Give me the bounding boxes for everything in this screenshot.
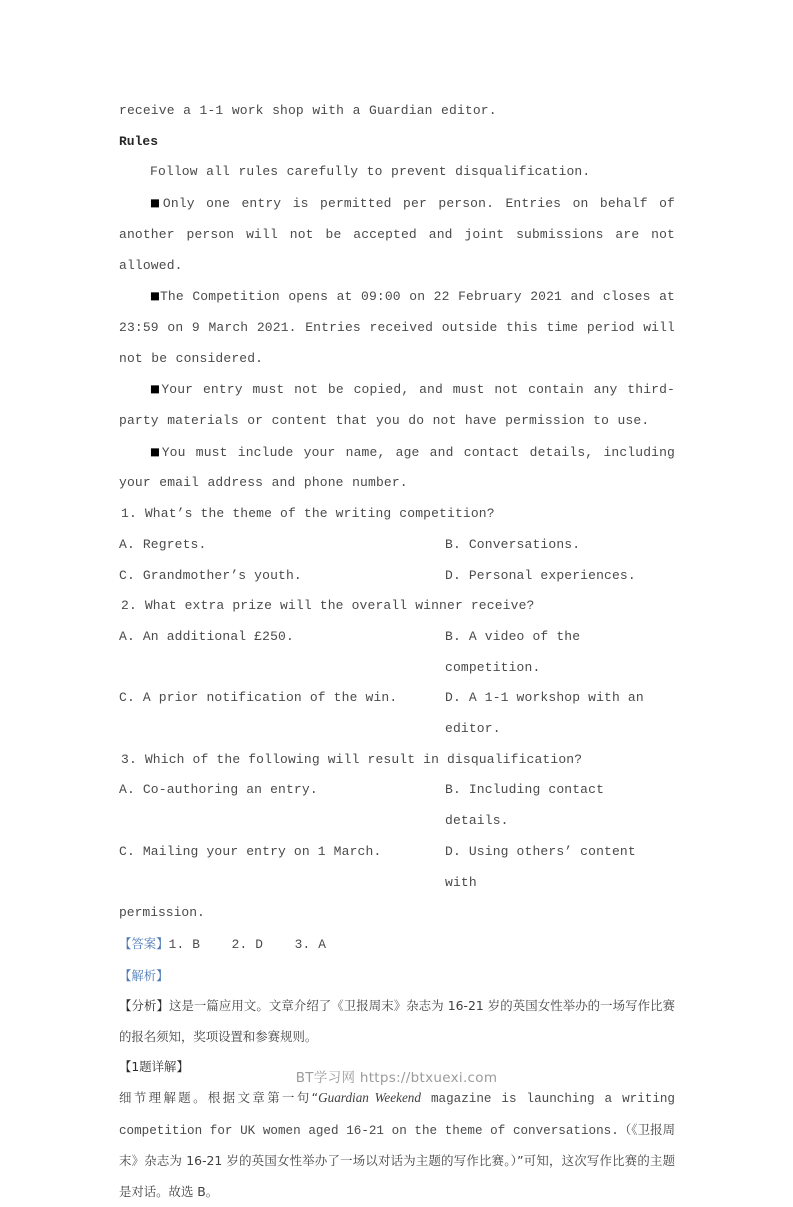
detail-lead-text: 细节理解题。根据文章第一句“ — [119, 1089, 319, 1105]
fenxi-tag: 【分析】 — [119, 998, 169, 1014]
fenxi-text: 这是一篇应用文。文章介绍了《卫报周末》杂志为 16-21 岁的英国女性举办的一场写作比赛的报名须知，奖项设置和参赛规则。 — [119, 998, 675, 1044]
rule-item — [119, 374, 675, 436]
option-choice[interactable]: D. Using others’ content with — [445, 843, 636, 890]
option-choice[interactable]: A. An additional £250. — [119, 628, 294, 644]
option-choice[interactable]: C. A prior notification of the win. — [119, 690, 398, 706]
option-choice[interactable]: D. A 1-1 workshop with an editor. — [445, 690, 644, 737]
option-choice[interactable]: A. Co-authoring an entry. — [119, 782, 318, 798]
answer-values: 1. B 2. D 3. A — [168, 936, 327, 952]
analysis-tag: 【解析】 — [119, 967, 169, 983]
rule-item-text: You must include your name, age and contact details, including your email address and phone number. — [119, 444, 684, 491]
question-stem: 2. What extra prize will the overall winner receive? — [121, 598, 535, 614]
answer-tag: 【答案】 — [119, 935, 169, 951]
detail-italic-title: Guardian Weekend — [318, 1089, 421, 1105]
rule-item-text: The Competition opens at 09:00 on 22 February 2021 and closes at 23:59 on 9 March 2021. Entries received outside this time period will not be considered. — [119, 289, 684, 366]
rule-item-text: Your entry must not be copied, and must not contain any third-party materials or content that you do not have permission to use. — [119, 382, 676, 429]
option-choice[interactable]: B. Conversations. — [445, 536, 581, 552]
option-choice[interactable]: D. Personal experiences. — [445, 567, 636, 583]
detail-chinese-gloss: （《卫报周末》杂志为 16-21 岁的英国女性举办了一场以对话为主题的写作比赛。）” — [119, 1121, 675, 1169]
rule-item — [119, 281, 684, 374]
footer-watermark: BT学习网 https://btxuexi.com — [295, 1070, 498, 1086]
intro-continuation-line: receive a 1-1 work shop with a Guardian editor. — [119, 103, 497, 118]
square-bullet-icon: ■ — [150, 197, 163, 210]
option-choice[interactable]: C. Mailing your entry on 1 March. — [119, 843, 382, 859]
option-choice[interactable]: C. Grandmother’s youth. — [119, 567, 302, 583]
option-row — [119, 622, 675, 683]
fenxi-paragraph — [119, 991, 675, 1052]
detail-chinese-tail: 可知，这次写作比赛的主题是对话。故选 B。 — [119, 1153, 675, 1199]
option-row — [119, 683, 675, 744]
document-body — [119, 96, 684, 1207]
rule-item — [119, 437, 684, 499]
detail-tag: 【1题详解】 — [119, 1059, 189, 1075]
detail-paragraph — [119, 1083, 675, 1207]
square-bullet-icon: ■ — [150, 290, 160, 303]
answer-line — [119, 929, 675, 961]
option-choice[interactable]: B. A video of the competition. — [445, 628, 581, 675]
square-bullet-icon: ■ — [150, 383, 162, 396]
option-row — [119, 561, 675, 592]
rules-intro-line: Follow all rules carefully to prevent disqualification. — [150, 164, 591, 180]
question-stem: 3. Which of the following will result in disqualification? — [121, 751, 583, 767]
option-row — [119, 837, 675, 898]
option-choice[interactable]: A. Regrets. — [119, 536, 207, 552]
square-bullet-icon: ■ — [150, 445, 162, 458]
option-row — [119, 530, 675, 561]
option-row — [119, 775, 675, 836]
rule-item — [119, 188, 684, 281]
detail-english-quote: magazine is launching a writing competition for UK women aged 16-21 on the theme of conversations. — [119, 1091, 675, 1138]
option-continuation: permission. — [119, 905, 205, 921]
rule-item-text: Only one entry is permitted per person. Entries on behalf of another person will not be accepted and joint submissions are not allowed. — [119, 196, 684, 273]
rules-heading: Rules — [119, 133, 159, 149]
analysis-line — [119, 961, 675, 992]
question-stem: 1. What’s the theme of the writing competition? — [121, 506, 495, 522]
option-choice[interactable]: B. Including contact details. — [445, 782, 605, 829]
